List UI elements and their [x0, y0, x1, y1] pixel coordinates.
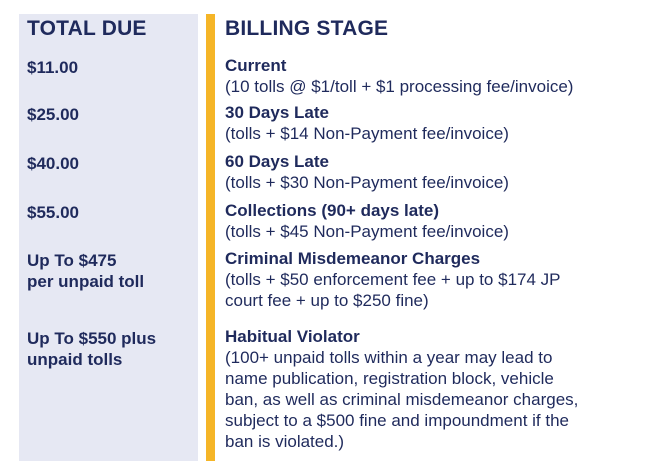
stage-collections — [225, 200, 645, 242]
stage-title: Habitual Violator — [225, 327, 360, 346]
stage-title: Current — [225, 56, 287, 75]
stage-description: (tolls + $14 Non-Payment fee/invoice) — [225, 124, 509, 143]
billing-stage-header: BILLING STAGE — [225, 17, 389, 40]
total-due-column-background — [19, 14, 198, 461]
stage-description: (tolls + $45 Non-Payment fee/invoice) — [225, 222, 509, 241]
amount-collections: $55.00 — [27, 203, 79, 222]
stage-60-days — [225, 151, 645, 193]
stage-misdemeanor — [225, 248, 645, 311]
total-due-header: TOTAL DUE — [27, 17, 147, 40]
stage-30-days — [225, 102, 645, 144]
stage-description: (tolls + $30 Non-Payment fee/invoice) — [225, 173, 509, 192]
stage-title: 30 Days Late — [225, 103, 329, 122]
stage-habitual-violator — [225, 326, 645, 452]
stage-title: Collections (90+ days late) — [225, 201, 439, 220]
stage-description: (10 tolls @ $1/toll + $1 processing fee/invoice) — [225, 77, 574, 96]
amount-60-days: $40.00 — [27, 154, 79, 173]
amount-habitual-violator: Up To $550 plus unpaid tolls — [27, 329, 157, 369]
amount-current: $11.00 — [27, 58, 79, 77]
stage-description: (100+ unpaid tolls within a year may lead to name publication, registration block, vehicle ban, as well as criminal misdemeanor charges, subject to a $500 fine and impoundment if the ban is violated.) — [225, 348, 579, 451]
stage-current — [225, 55, 645, 97]
amount-30-days: $25.00 — [27, 105, 79, 124]
stage-description: (tolls + $50 enforcement fee + up to $174 JP court fee + up to $250 fine) — [225, 270, 561, 310]
accent-divider-bar — [206, 14, 215, 461]
stage-title: 60 Days Late — [225, 152, 329, 171]
stage-title: Criminal Misdemeanor Charges — [225, 249, 481, 268]
amount-misdemeanor: Up To $475 per unpaid toll — [27, 251, 145, 291]
